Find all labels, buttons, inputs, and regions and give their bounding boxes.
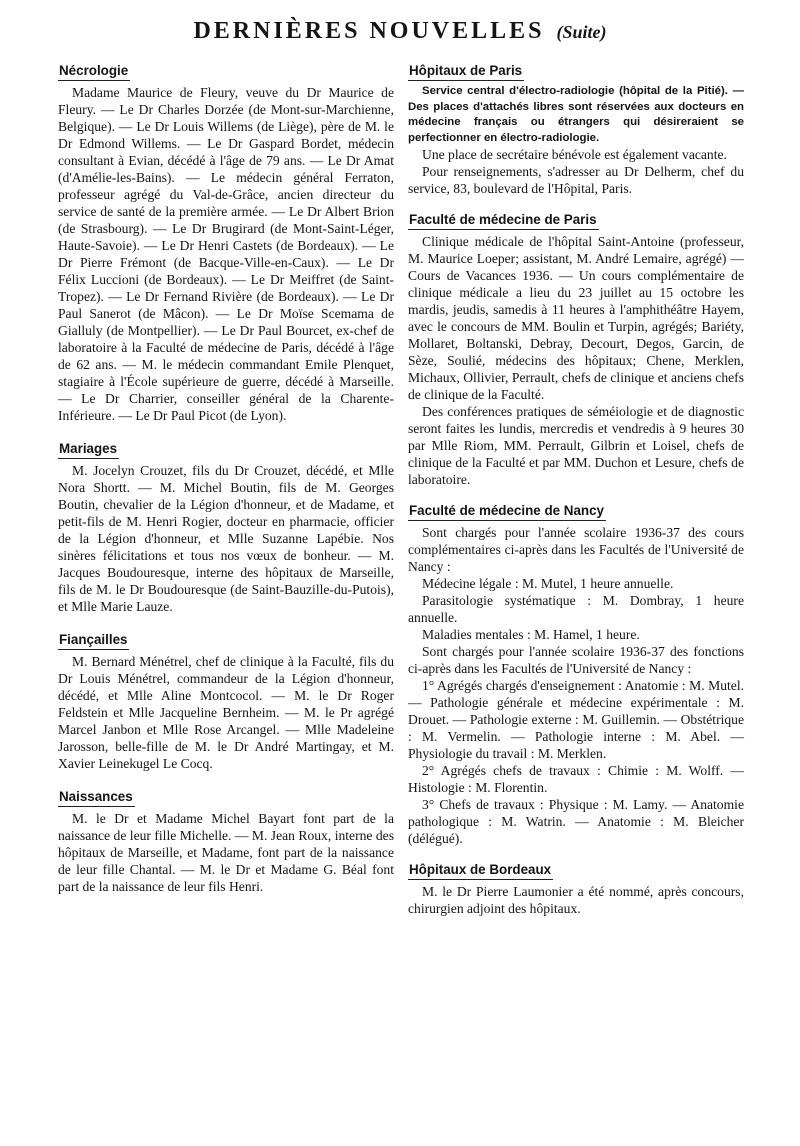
page-title: DERNIÈRES NOUVELLES: [193, 18, 545, 44]
section-paragraph: Sont chargés pour l'année scolaire 1936-37 des cours complémentaires ci-après dans les Facultés de l'Université de Nancy :: [408, 525, 744, 574]
section-hopitaux-bordeaux: [408, 861, 744, 917]
right-column: [408, 62, 744, 931]
section-paragraph: Médecine légale : M. Mutel, 1 heure annuelle.: [422, 576, 674, 591]
section-text: M. Jocelyn Crouzet, fils du Dr Crouzet, décédé, et Mlle Nora Shortt. — M. Michel Boutin, fils de M. Georges Boutin, chevalier de la Légion d'honneur, et de Madame, et petit-fils de M. Henri Rogier, docteur en pharmacie, officier de la Légion d'honneur, et Mlle Suzanne Lapébie. Nos sinères félicitations et tous nos vœux de bonheur. — M. Jacques Boudouresque, interne des hôpitaux de Marseille, fils de M. le Dr Boudouresque (de Saint-Bauzille-du-Putois), et Mlle Marie Lauze.: [58, 463, 394, 614]
section-fiancailles: [58, 631, 394, 772]
section-necrologie: [58, 62, 394, 424]
section-text: M. le Dr et Madame Michel Bayart font part de la naissance de leur fille Michelle. — M. Jean Roux, interne des hôpitaux de Marseille, et Madame, font part de la naissance de leur fille Chantal. — M. le Dr et Madame G. Béal font part de la naissance de leur fils Henri.: [58, 811, 394, 894]
section-mariages: [58, 440, 394, 615]
section-paragraph: Pour renseignements, s'adresser au Dr Delherm, chef du service, 83, boulevard de l'Hôpital, Paris.: [408, 164, 744, 196]
section-paragraph: Des conférences pratiques de séméiologie et de diagnostic seront faites les lundis, mercredis et vendredis à 9 heures 30 par Mlle Riom, MM. Perrault, Gilbrin et Loisel, chefs de clinique de la Faculté et par MM. Duchon et Lesure, chefs de laboratoire.: [408, 404, 744, 487]
section-naissances: [58, 788, 394, 895]
section-title: Naissances: [58, 788, 135, 807]
section-paragraph: 2° Agrégés chefs de travaux : Chimie : M. Wolff. — Histologie : M. Florentin.: [408, 763, 744, 795]
section-paragraph: Sont chargés pour l'année scolaire 1936-37 des fonctions ci-après dans les Facultés de l'Université de Nancy :: [408, 644, 744, 676]
section-hopitaux-paris: [408, 62, 744, 197]
section-paragraph: M. le Dr Pierre Laumonier a été nommé, après concours, chirurgien adjoint des hôpitaux.: [408, 884, 744, 916]
section-paragraph: Clinique médicale de l'hôpital Saint-Antoine (professeur, M. Maurice Loeper; assistant, M. André Lemaire, agrégé) — Cours de Vacances 1936. — Un cours complémentaire de clinique médicale a lieu du 23 juillet au 15 octobre les mardis, jeudis, samedis à 11 heures à l'amphithéâtre Hayem, avec le concours de MM. Boulin et Turpin, agrégés; Bariéty, Mollaret, Boltanski, Debray, Decourt, Degos, Garcin, de Sèze, Soulié, médecins des hôpitaux; Chene, Merklen, Michaux, Ollivier, Perrault, chefs de clinique et anciens chefs de clinique de la Faculté.: [408, 234, 744, 402]
section-paragraph: 1° Agrégés chargés d'enseignement : Anatomie : M. Mutel. — Pathologie générale et médecine expérimentale : M. Drouet. — Pathologie externe : M. Guillemin. — Obstétrique : M. Vermelin. — Pathologie interne : M. Abel. — Physiologie du travail : M. Merklen.: [408, 678, 744, 761]
section-title: Fiançailles: [58, 631, 129, 650]
section-title: Hôpitaux de Paris: [408, 62, 524, 81]
section-paragraph: Service central d'électro-radiologie (hôpital de la Pitié). — Des places d'attachés libres sont réservées aux docteurs en médecine français ou étrangers qui désireraient se perfectionner en électro-radiologie.: [408, 85, 744, 144]
section-paragraph: 3° Chefs de travaux : Physique : M. Lamy. — Anatomie pathologique : M. Watrin. — Anatomie : M. Bleicher (délégué).: [408, 797, 744, 846]
section-faculte-paris: [408, 211, 744, 488]
section-paragraph: Parasitologie systématique : M. Dombray, 1 heure annuelle.: [408, 593, 744, 625]
page-header: [0, 18, 800, 45]
section-title: Faculté de médecine de Nancy: [408, 502, 606, 521]
section-title: Nécrologie: [58, 62, 130, 81]
section-title: Hôpitaux de Bordeaux: [408, 861, 553, 880]
page-title-suite: (Suite): [556, 22, 607, 42]
section-paragraph: Maladies mentales : M. Hamel, 1 heure.: [422, 627, 640, 642]
section-title: Faculté de médecine de Paris: [408, 211, 599, 230]
section-text: Madame Maurice de Fleury, veuve du Dr Maurice de Fleury. — Le Dr Charles Dorzée (de Mont-sur-Marchienne, Belgique). — Le Dr Louis Willems (de Liège), père de M. le Dr Edmond Willems. — Le Dr Gaspard Bordet, médecin consultant à Evian, décédé à l'âge de 79 ans. — Le Dr Amat (d'Amélie-les-Bains). — Le médecin général Ferraton, professeur agrégé du Val-de-Grâce, ancien directeur du service de santé de la première armée. — Le Dr Albert Brion (de Strasbourg). — Le Dr Brugirard (de Mont-Saint-Léger, Haute-Savoie). — Le Dr Henri Castets (de Bordeaux). — Le Dr Pierre Frémont (de Bacque-Ville-en-Caux). — Le Dr Félix Luccioni (de Bordeaux). — Le Dr Meiffret (de Saint-Tropez). — Le Dr Fernand Rivière (de Bordeaux). — Le Dr Paul Sanerot (de Mâcon). — Le Dr Moïse Scemama de Gialluly (de Montpellier). — Le Dr Paul Bourcet, ex-chef de laboratoire à la Faculté de médecine de Paris, décédé à l'âge de 62 ans. — M. le médecin commandant Emile Plenquet, stagiaire à l'École supérieure de guerre, décédé à Marseille. — Le Dr Charrier, conseiller général de la Charente-Inférieure. — Le Dr Paul Picot (de Lyon).: [58, 85, 394, 423]
section-title: Mariages: [58, 440, 119, 459]
section-faculte-nancy: [408, 502, 744, 847]
section-paragraph: Une place de secrétaire bénévole est également vacante.: [422, 147, 727, 162]
left-column: [58, 62, 394, 911]
section-text: M. Bernard Ménétrel, chef de clinique à la Faculté, fils du Dr Louis Ménétrel, commandeur de la Légion d'honneur, décédé, et Mlle Aline Montcocol. — M. le Dr Roger Feldstein et Mlle Jacqueline Bernheim. — M. le Pr agrégé Marcel Janbon et Mlle Rose Arcangel. — Mlle Madeleine Jarosson, belle-fille de M. le Dr André Martingay, et M. Xavier Leinekugel Le Cocq.: [58, 654, 394, 771]
